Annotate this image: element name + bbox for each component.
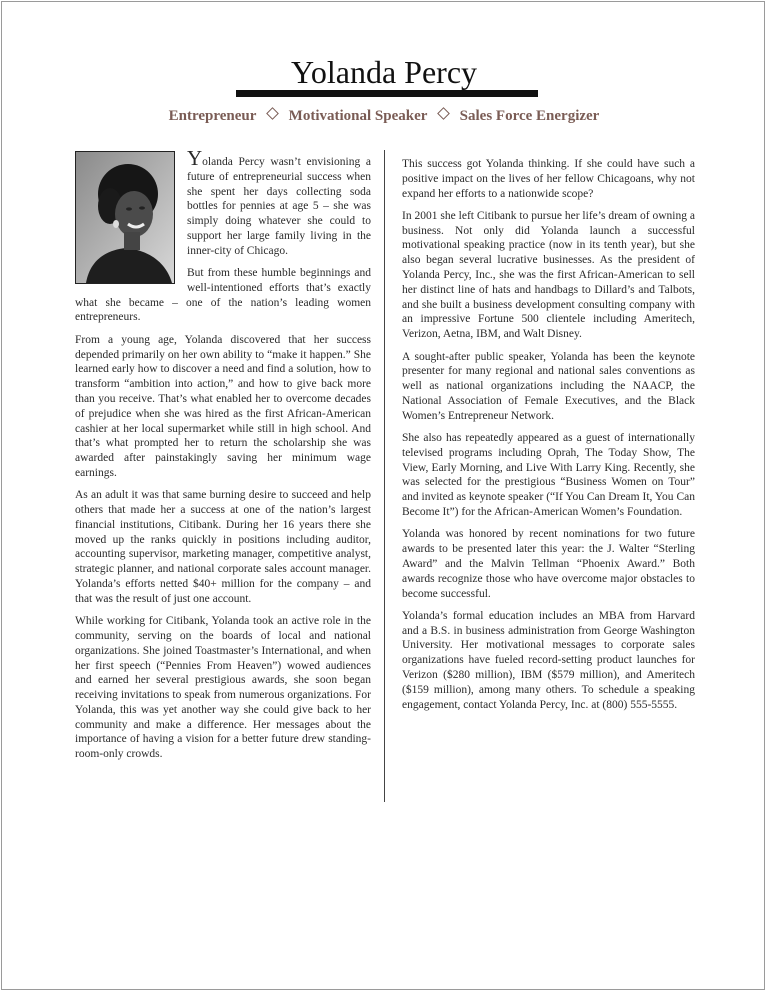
tagline [0, 107, 768, 125]
paragraph: A sought-after public speaker, Yolanda has been the keynote presenter for many regional and national sales conventions as well as national organizations including the NAACP, the National Association of Female Executives, and the Black Women’s Entrepreneur Network. [402, 350, 695, 422]
paragraph: From a young age, Yolanda discovered that her success depended primarily on her own ability to “make it happen.” She learned early how to discover a need and find a solution, how to transform “ambition into action,” and how to give back more than you receive. That’s what enabled her to overcome decades of prejudice when she was hired as the first African-American cashier at her local supermarket while still in high school. And that’s what prompted her to return the scholarship she was awarded after painstakingly saving her minimum wage earnings. [75, 333, 371, 479]
paragraph: Yolanda’s formal education includes an MBA from Harvard and a B.S. in business administration from George Washington University. Her motivational messages to corporate sales organizations have fueled record-setting product launches for Verizon ($280 million), IBM ($579 million), and Ameritech ($159 million), among many others. To schedule a speaking engagement, contact Yolanda Percy, Inc. at (800) 555-5555. [402, 609, 695, 711]
paragraph: In 2001 she left Citibank to pursue her life’s dream of owning a business. Not only did Yolanda launch a successful motivational speaking practice (now in its tenth year), but she also began several lucrative businesses. As the president of Yolanda Percy, Inc., she was the first African-American to sell her distinct line of hats and handbags to Dillard’s and Talbots, and she built a business development consulting company with an impressive Fortune 500 clientele including Ameritech, Verizon, Aetna, IBM, and Walt Disney. [402, 209, 695, 341]
paragraph: As an adult it was that same burning desire to succeed and help others that made her a success at one of the nation’s largest financial institutions, Citibank. During her 16 years there she moved up the ranks quickly in positions including auditor, accounting supervisor, marketing manager, competitive analyst, strategic planner, and national corporate sales account manager. Yolanda’s efforts netted $40+ million for the company – and that was the result of just one account. [75, 489, 371, 605]
role-entrepreneur: Entrepreneur [168, 108, 257, 124]
paragraph: She also has repeatedly appeared as a guest of internationally televised programs including Oprah, The Today Show, The View, Early Morning, and Live With Larry King. Recently, she was selected for the prestigious “Business Women on Tour” and invited as keynote speaker (“If You Can Dream It, You Can Become It”) for the African-American Women’s Foundation. [402, 432, 695, 519]
portrait-photo [75, 151, 175, 284]
diamond-separator-icon [437, 107, 450, 120]
drop-cap: Y [187, 146, 203, 170]
left-column [75, 146, 371, 770]
paragraph: While working for Citibank, Yolanda took an active role in the community, serving on the boards of local and national organizations. She joined Toastmaster’s International, and when her first speech (“Pennies From Heaven”) wowed audiences and earned her several prestigious awards, she soon began receiving invitations to speak from numerous organizations. For Yolanda, this was yet another way she could give back to her community and make a difference. Her messages about the importance of having a vision for a better future drew standing-room-only crowds. [75, 615, 371, 761]
title-underline [236, 90, 538, 97]
diamond-separator-icon [266, 107, 279, 120]
paragraph: This success got Yolanda thinking. If she could have such a positive impact on the lives of her fellow Chicagoans, why not expand her efforts to a nationwide scope? [402, 158, 695, 200]
page-title: Yolanda Percy [290, 54, 478, 90]
role-sales-force-energizer: Sales Force Energizer [459, 108, 600, 124]
column-divider [384, 150, 385, 802]
paragraph: Yolanda was honored by recent nominations for two future awards to be presented later this year: the J. Walter “Sterling Award” and the Malvin Tellman “Phoenix Award.” Both awards recognize those who have overcome major obstacles to become successful. [402, 528, 695, 600]
intro-text: olanda Percy wasn’t envisioning a future of entrepreneurial success when she spent her days collecting soda bottles for pennies at age 5 – she was simply doing whatever she could to support her large family living in the inner-city of Chicago. [187, 156, 371, 257]
role-motivational-speaker: Motivational Speaker [288, 108, 428, 124]
paragraph: But from these humble beginnings and well-intentioned efforts that’s exactly what she became – one of the nation’s leading women entrepreneurs. [75, 267, 371, 324]
right-column [402, 157, 695, 720]
